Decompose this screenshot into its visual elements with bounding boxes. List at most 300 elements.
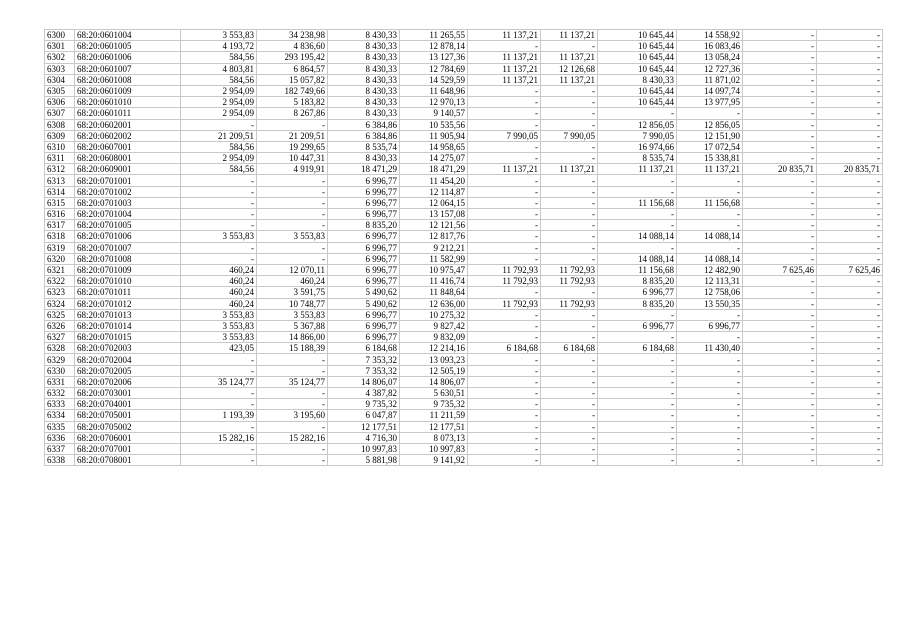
value-cell: - (677, 455, 743, 466)
value-cell: - (743, 97, 817, 108)
value-cell: 460,24 (181, 264, 257, 275)
value-cell: 6 996,77 (328, 276, 400, 287)
value-cell: - (817, 130, 883, 141)
value-cell: - (743, 365, 817, 376)
row-number-cell: 6325 (45, 309, 75, 320)
value-cell: 7 353,32 (328, 354, 400, 365)
value-cell: - (817, 298, 883, 309)
value-cell: 6 996,77 (677, 320, 743, 331)
value-cell: 11 792,93 (468, 298, 541, 309)
value-cell: 4 716,30 (328, 432, 400, 443)
value-cell: 4 803,81 (181, 63, 257, 74)
cadastral-code-cell: 68:20:0601005 (75, 41, 181, 52)
table-row (45, 354, 883, 365)
table-body (45, 30, 883, 466)
value-cell: 11 137,21 (468, 164, 541, 175)
value-cell: - (181, 455, 257, 466)
value-cell: 12 970,13 (400, 97, 468, 108)
value-cell: - (817, 186, 883, 197)
table-row (45, 388, 883, 399)
value-cell: 8 835,20 (598, 276, 677, 287)
value-cell: - (743, 175, 817, 186)
value-cell: 12 727,36 (677, 63, 743, 74)
row-number-cell: 6323 (45, 287, 75, 298)
value-cell: - (598, 365, 677, 376)
value-cell: - (257, 354, 328, 365)
value-cell: - (257, 197, 328, 208)
table-row (45, 209, 883, 220)
value-cell: 3 591,75 (257, 287, 328, 298)
table-row (45, 410, 883, 421)
value-cell: 4 919,91 (257, 164, 328, 175)
row-number-cell: 6338 (45, 455, 75, 466)
value-cell: 11 156,68 (677, 197, 743, 208)
value-cell: - (598, 410, 677, 421)
value-cell: 15 338,81 (677, 153, 743, 164)
value-cell: - (468, 287, 541, 298)
cadastral-code-cell: 68:20:0608001 (75, 153, 181, 164)
cadastral-code-cell: 68:20:0701011 (75, 287, 181, 298)
value-cell: - (257, 399, 328, 410)
value-cell: 11 792,93 (541, 298, 598, 309)
value-cell: - (743, 197, 817, 208)
value-cell: - (817, 153, 883, 164)
value-cell: - (257, 209, 328, 220)
value-cell: - (541, 309, 598, 320)
value-cell: 10 645,44 (598, 52, 677, 63)
row-number-cell: 6312 (45, 164, 75, 175)
value-cell: - (541, 399, 598, 410)
value-cell: - (598, 432, 677, 443)
cadastral-code-cell: 68:20:0601011 (75, 108, 181, 119)
value-cell: 13 127,36 (400, 52, 468, 63)
row-number-cell: 6315 (45, 197, 75, 208)
value-cell: - (743, 276, 817, 287)
row-number-cell: 6311 (45, 153, 75, 164)
value-cell: - (677, 421, 743, 432)
value-cell: 11 137,21 (468, 63, 541, 74)
table-row (45, 108, 883, 119)
row-number-cell: 6329 (45, 354, 75, 365)
value-cell: 11 871,02 (677, 74, 743, 85)
table-row (45, 343, 883, 354)
value-cell: - (257, 443, 328, 454)
value-cell: 11 137,21 (468, 30, 541, 41)
value-cell: - (743, 41, 817, 52)
value-cell: - (257, 186, 328, 197)
value-cell: 6 996,77 (328, 175, 400, 186)
table-row (45, 175, 883, 186)
value-cell: 11 137,21 (541, 74, 598, 85)
value-cell: - (257, 220, 328, 231)
value-cell: 12 758,06 (677, 287, 743, 298)
cadastral-code-cell: 68:20:0702006 (75, 376, 181, 387)
value-cell: 12 126,68 (541, 63, 598, 74)
cadastral-code-cell: 68:20:0705002 (75, 421, 181, 432)
value-cell: - (598, 220, 677, 231)
value-cell: - (541, 253, 598, 264)
value-cell: - (541, 41, 598, 52)
value-cell: 17 072,54 (677, 141, 743, 152)
row-number-cell: 6335 (45, 421, 75, 432)
value-cell: - (743, 242, 817, 253)
value-cell: 9 735,32 (400, 399, 468, 410)
value-cell: 584,56 (181, 74, 257, 85)
value-cell: - (743, 209, 817, 220)
value-cell: 21 209,51 (181, 130, 257, 141)
value-cell: 11 137,21 (677, 164, 743, 175)
value-cell: 15 057,82 (257, 74, 328, 85)
value-cell: 6 996,77 (328, 309, 400, 320)
value-cell: - (181, 443, 257, 454)
cadastral-code-cell: 68:20:0701009 (75, 264, 181, 275)
value-cell: - (541, 410, 598, 421)
value-cell: - (677, 309, 743, 320)
table-row (45, 52, 883, 63)
value-cell: 35 124,77 (257, 376, 328, 387)
value-cell: 11 137,21 (541, 52, 598, 63)
value-cell: - (817, 41, 883, 52)
value-cell: 5 881,98 (328, 455, 400, 466)
value-cell: - (598, 443, 677, 454)
cadastral-code-cell: 68:20:0601008 (75, 74, 181, 85)
table-row (45, 231, 883, 242)
value-cell: - (541, 186, 598, 197)
value-cell: - (743, 343, 817, 354)
value-cell: - (743, 130, 817, 141)
value-cell: - (817, 421, 883, 432)
cadastral-code-cell: 68:20:0701015 (75, 332, 181, 343)
value-cell: 7 353,32 (328, 365, 400, 376)
value-cell: - (817, 343, 883, 354)
value-cell: 12 114,87 (400, 186, 468, 197)
table-row (45, 41, 883, 52)
value-cell: 14 088,14 (598, 231, 677, 242)
value-cell: 15 282,16 (181, 432, 257, 443)
value-cell: 11 137,21 (598, 164, 677, 175)
value-cell: - (817, 52, 883, 63)
cadastral-code-cell: 68:20:0705001 (75, 410, 181, 421)
table-row (45, 153, 883, 164)
value-cell: - (598, 309, 677, 320)
value-cell: 4 836,60 (257, 41, 328, 52)
table-row (45, 399, 883, 410)
value-cell: - (743, 141, 817, 152)
table-row (45, 97, 883, 108)
value-cell: 9 832,09 (400, 332, 468, 343)
row-number-cell: 6332 (45, 388, 75, 399)
value-cell: - (743, 388, 817, 399)
table-row (45, 130, 883, 141)
value-cell: - (817, 276, 883, 287)
table-row (45, 376, 883, 387)
value-cell: 20 835,71 (817, 164, 883, 175)
value-cell: 6 996,77 (328, 186, 400, 197)
value-cell: - (598, 108, 677, 119)
value-cell: - (743, 455, 817, 466)
value-cell: - (181, 220, 257, 231)
value-cell: - (677, 365, 743, 376)
value-cell: - (541, 354, 598, 365)
value-cell: - (468, 85, 541, 96)
row-number-cell: 6309 (45, 130, 75, 141)
value-cell: - (181, 399, 257, 410)
value-cell: 11 792,93 (468, 276, 541, 287)
row-number-cell: 6318 (45, 231, 75, 242)
cadastral-code-cell: 68:20:0601009 (75, 85, 181, 96)
table-row (45, 63, 883, 74)
cadastral-code-cell: 68:20:0701007 (75, 242, 181, 253)
value-cell: - (541, 141, 598, 152)
value-cell: - (541, 231, 598, 242)
value-cell: - (817, 309, 883, 320)
value-cell: 5 367,88 (257, 320, 328, 331)
value-cell: 6 996,77 (328, 332, 400, 343)
value-cell: 11 156,68 (598, 264, 677, 275)
value-cell: - (181, 186, 257, 197)
value-cell: - (541, 220, 598, 231)
value-cell: 15 188,39 (257, 343, 328, 354)
row-number-cell: 6333 (45, 399, 75, 410)
value-cell: 6 996,77 (328, 253, 400, 264)
value-cell: - (677, 242, 743, 253)
cadastral-code-cell: 68:20:0701004 (75, 209, 181, 220)
value-cell: 12 878,14 (400, 41, 468, 52)
value-cell: - (677, 332, 743, 343)
value-cell: - (181, 197, 257, 208)
value-cell: - (468, 41, 541, 52)
value-cell: - (598, 354, 677, 365)
value-cell: 6 996,77 (328, 264, 400, 275)
value-cell: - (743, 432, 817, 443)
table-row (45, 298, 883, 309)
cadastral-code-cell: 68:20:0607001 (75, 141, 181, 152)
row-number-cell: 6304 (45, 74, 75, 85)
cadastral-code-cell: 68:20:0609001 (75, 164, 181, 175)
value-cell: 34 238,98 (257, 30, 328, 41)
value-cell: - (468, 186, 541, 197)
value-cell: - (468, 220, 541, 231)
value-cell: - (817, 253, 883, 264)
cadastral-code-cell: 68:20:0701013 (75, 309, 181, 320)
value-cell: - (817, 175, 883, 186)
value-cell: 6 184,68 (598, 343, 677, 354)
value-cell: - (677, 209, 743, 220)
value-cell: 3 553,83 (181, 320, 257, 331)
value-cell: 12 482,90 (677, 264, 743, 275)
value-cell: 12 636,00 (400, 298, 468, 309)
value-cell: 8 430,33 (328, 85, 400, 96)
value-cell: 15 282,16 (257, 432, 328, 443)
value-cell: - (541, 421, 598, 432)
cadastral-code-cell: 68:20:0602001 (75, 119, 181, 130)
value-cell: - (541, 332, 598, 343)
value-cell: 14 088,14 (677, 253, 743, 264)
value-cell: - (743, 354, 817, 365)
value-cell: - (468, 421, 541, 432)
value-cell: 8 535,74 (598, 153, 677, 164)
value-cell: 2 954,09 (181, 108, 257, 119)
table-row (45, 186, 883, 197)
value-cell: 6 996,77 (328, 320, 400, 331)
value-cell: - (817, 220, 883, 231)
value-cell: - (541, 153, 598, 164)
value-cell: - (541, 388, 598, 399)
value-cell: - (817, 399, 883, 410)
row-number-cell: 6336 (45, 432, 75, 443)
value-cell: - (598, 421, 677, 432)
value-cell: 13 157,08 (400, 209, 468, 220)
value-cell: 423,05 (181, 343, 257, 354)
value-cell: 8 430,33 (328, 63, 400, 74)
table-row (45, 276, 883, 287)
value-cell: - (677, 399, 743, 410)
value-cell: 5 630,51 (400, 388, 468, 399)
row-number-cell: 6330 (45, 365, 75, 376)
value-cell: 8 430,33 (328, 74, 400, 85)
value-cell: 11 905,94 (400, 130, 468, 141)
value-cell: 3 553,83 (181, 231, 257, 242)
value-cell: 2 954,09 (181, 97, 257, 108)
row-number-cell: 6324 (45, 298, 75, 309)
value-cell: - (468, 231, 541, 242)
value-cell: 3 553,83 (181, 30, 257, 41)
value-cell: 11 454,20 (400, 175, 468, 186)
value-cell: 11 848,64 (400, 287, 468, 298)
value-cell: - (743, 309, 817, 320)
cadastral-code-cell: 68:20:0701014 (75, 320, 181, 331)
value-cell: - (468, 399, 541, 410)
value-cell: - (541, 455, 598, 466)
value-cell: 12 070,11 (257, 264, 328, 275)
value-cell: - (468, 175, 541, 186)
value-cell: - (541, 443, 598, 454)
value-cell: 11 211,59 (400, 410, 468, 421)
value-cell: - (598, 186, 677, 197)
table-row (45, 365, 883, 376)
row-number-cell: 6316 (45, 209, 75, 220)
value-cell: 9 827,42 (400, 320, 468, 331)
value-cell: 14 275,07 (400, 153, 468, 164)
value-cell: - (817, 455, 883, 466)
value-cell: - (743, 119, 817, 130)
cadastral-code-cell: 68:20:0704001 (75, 399, 181, 410)
value-cell: 11 648,96 (400, 85, 468, 96)
value-cell: - (468, 197, 541, 208)
value-cell: - (468, 388, 541, 399)
value-cell: - (468, 376, 541, 387)
value-cell: 12 214,16 (400, 343, 468, 354)
value-cell: - (257, 119, 328, 130)
value-cell: - (257, 421, 328, 432)
value-cell: 10 535,56 (400, 119, 468, 130)
value-cell: - (257, 365, 328, 376)
table-row (45, 164, 883, 175)
value-cell: 7 990,05 (541, 130, 598, 141)
value-cell: 14 529,59 (400, 74, 468, 85)
value-cell: - (677, 220, 743, 231)
value-cell: - (817, 141, 883, 152)
value-cell: - (743, 287, 817, 298)
value-cell: - (468, 119, 541, 130)
value-cell: 6 184,68 (468, 343, 541, 354)
value-cell: 11 137,21 (541, 30, 598, 41)
value-cell: 7 990,05 (468, 130, 541, 141)
value-cell: 21 209,51 (257, 130, 328, 141)
value-cell: - (468, 209, 541, 220)
value-cell: 8 430,33 (328, 97, 400, 108)
value-cell: - (817, 30, 883, 41)
value-cell: - (598, 455, 677, 466)
value-cell: 11 137,21 (468, 52, 541, 63)
table-row (45, 332, 883, 343)
value-cell: - (817, 85, 883, 96)
value-cell: - (817, 320, 883, 331)
table-row (45, 74, 883, 85)
value-cell: 2 954,09 (181, 85, 257, 96)
value-cell: 14 097,74 (677, 85, 743, 96)
value-cell: - (468, 253, 541, 264)
table-row (45, 30, 883, 41)
value-cell: - (468, 320, 541, 331)
value-cell: - (468, 410, 541, 421)
value-cell: - (541, 320, 598, 331)
value-cell: - (598, 242, 677, 253)
value-cell: 19 299,65 (257, 141, 328, 152)
value-cell: 3 195,60 (257, 410, 328, 421)
value-cell: - (468, 332, 541, 343)
value-cell: - (181, 421, 257, 432)
value-cell: 16 974,66 (598, 141, 677, 152)
value-cell: - (181, 242, 257, 253)
value-cell: - (743, 320, 817, 331)
value-cell: - (468, 309, 541, 320)
value-cell: 584,56 (181, 141, 257, 152)
table-row (45, 253, 883, 264)
cadastral-code-cell: 68:20:0706001 (75, 432, 181, 443)
row-number-cell: 6322 (45, 276, 75, 287)
value-cell: - (257, 388, 328, 399)
value-cell: 6 996,77 (328, 197, 400, 208)
value-cell: - (743, 30, 817, 41)
value-cell: - (541, 85, 598, 96)
value-cell: 11 137,21 (468, 74, 541, 85)
value-cell: 11 137,21 (541, 164, 598, 175)
value-cell: 14 558,92 (677, 30, 743, 41)
value-cell: 3 553,83 (181, 332, 257, 343)
value-cell: - (181, 253, 257, 264)
row-number-cell: 6328 (45, 343, 75, 354)
value-cell: 9 735,32 (328, 399, 400, 410)
value-cell: - (598, 175, 677, 186)
value-cell: 9 140,57 (400, 108, 468, 119)
value-cell: - (743, 63, 817, 74)
value-cell: 6 996,77 (328, 209, 400, 220)
value-cell: 6 996,77 (328, 242, 400, 253)
value-cell: 12 784,69 (400, 63, 468, 74)
value-cell: - (817, 97, 883, 108)
value-cell: 6 384,86 (328, 130, 400, 141)
row-number-cell: 6310 (45, 141, 75, 152)
value-cell: 12 856,05 (677, 119, 743, 130)
value-cell: - (677, 388, 743, 399)
cadastral-code-cell: 68:20:0701008 (75, 253, 181, 264)
value-cell: - (468, 242, 541, 253)
value-cell: - (598, 376, 677, 387)
value-cell: 13 550,35 (677, 298, 743, 309)
value-cell: 13 977,95 (677, 97, 743, 108)
row-number-cell: 6307 (45, 108, 75, 119)
